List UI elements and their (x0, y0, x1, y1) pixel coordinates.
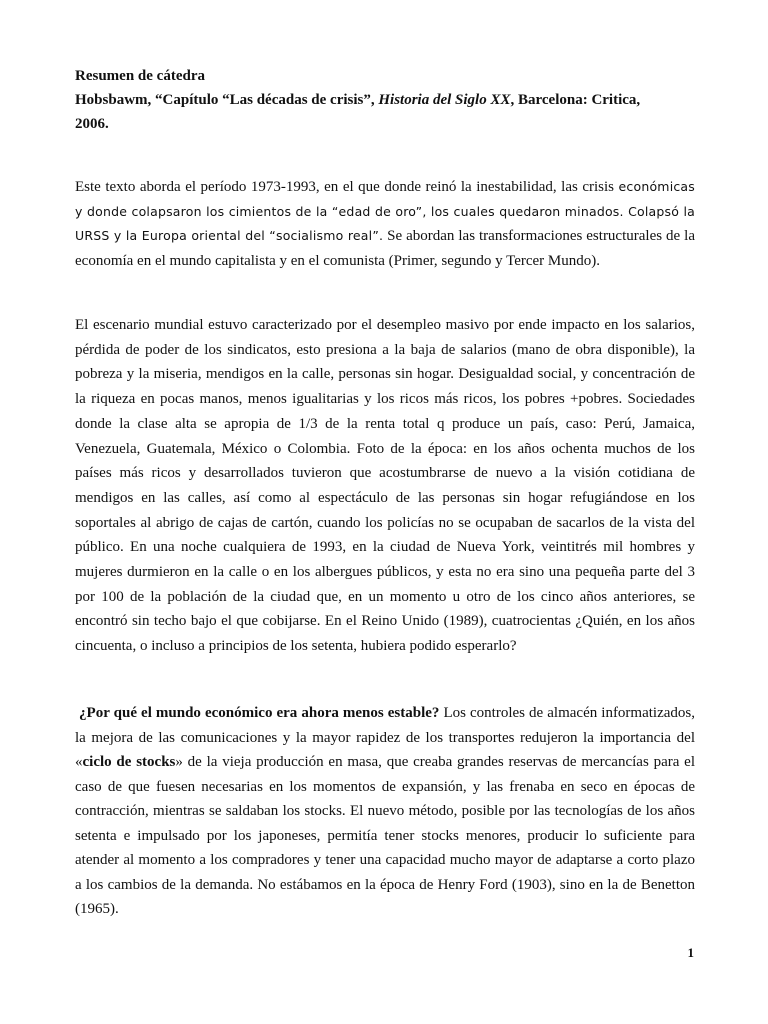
document-header (75, 64, 695, 136)
paragraph-intro-text (75, 175, 695, 273)
book-title: Historia del Siglo XX (378, 92, 511, 108)
paragraph-intro-part-b: económicas y donde colapsaron los cimientos de la “edad de oro”, los cuales quedaron minados. Colapsó la URSS y la Europa oriental del “socialismo real”. (75, 179, 696, 243)
paragraph-scenario (75, 313, 695, 659)
citation-year: 2006. (75, 116, 109, 132)
paragraph-intro-part-c: Se abordan las transformaciones estructurales de la economía en el mundo capitalista y en el comunista (Primer, segundo y Tercer Mundo). (75, 228, 695, 269)
paragraph-stability-part-b: » de la vieja producción en masa, que creaba grandes reservas de mercancías para el caso de que fuesen necesarias en los momentos de expansión, y las frenaba en seco en épocas de contracción, mientras se saldaban los stocks. El nuevo método, posible por las tecnologías de los años setenta e impulsado por los japoneses, permitía tener stocks menores, producir lo suficiente para atender al momento a los compradores y tener una capacidad mucho mayor de adaptarse a corto plazo a los cambios de la demanda. No estábamos en la época de Henry Ford (1903), sino en la de Benetton (1965). (75, 754, 695, 917)
section-question: ¿Por qué el mundo económico era ahora menos estable? (79, 705, 440, 721)
paragraph-intro (75, 175, 695, 273)
citation-suffix: , Barcelona: Critica, (510, 92, 641, 108)
paragraph-stability-text (75, 701, 695, 922)
document-title: Resumen de cátedra (75, 68, 205, 84)
paragraph-scenario-text: El escenario mundial estuvo caracterizado por el desempleo masivo por ende impacto en los salarios, pérdida de poder de los sindicatos, esto presiona a la baja de salarios (mano de obra disponible), la pobreza y la miseria, mendigos en la calle, personas sin hogar. Desigualdad social, y concentración de la riqueza en pocas manos, menos igualitarias y los ricos más ricos, los pobres +pobres. Sociedades donde la clase alta se apropia de 1/3 de la renta total q produce un país, caso: Perú, Jamaica, Venezuela, Guatemala, México o Colombia. Foto de la época: en los años ochenta muchos de los países más ricos y desarrollados tuvieron que acostumbrarse de nuevo a la visión cotidiana de mendigos en las calles, así como al espectáculo de las personas sin hogar refugiándose en los soportales al abrigo de cajas de cartón, cuando los policías no se ocupaban de sacarlos de la vista del público. En una noche cualquiera de 1993, en la ciudad de Nueva York, veintitrés mil hombres y mujeres durmieron en la calle o en los albergues públicos, y esta no era sino una pequeña parte del 3 por 100 de la población de la ciudad que, en un momento u otro de los cinco años anteriores, se encontró sin techo bajo el que cobijarse. En el Reino Unido (1989), cuatrocientas ¿Quién, en los años cincuenta, o incluso a principios de los setenta, hubiera podido esperarlo? (75, 317, 695, 655)
paragraph-stability (75, 701, 695, 922)
paragraph-stability-part-a: Los controles de almacén informatizados, la mejora de las comunicaciones y la mayor rapidez de los transportes redujeron la importancia del « (75, 705, 695, 770)
citation-line (75, 88, 695, 112)
key-term: ciclo de stocks (82, 754, 176, 770)
page-number: 1 (687, 945, 694, 960)
paragraph-intro-part-a: Este texto aborda el período 1973-1993, en el que donde reinó la inestabilidad, las crisis (75, 179, 614, 195)
citation-prefix: Hobsbawm, “Capítulo “Las décadas de crisis”, (75, 92, 375, 108)
